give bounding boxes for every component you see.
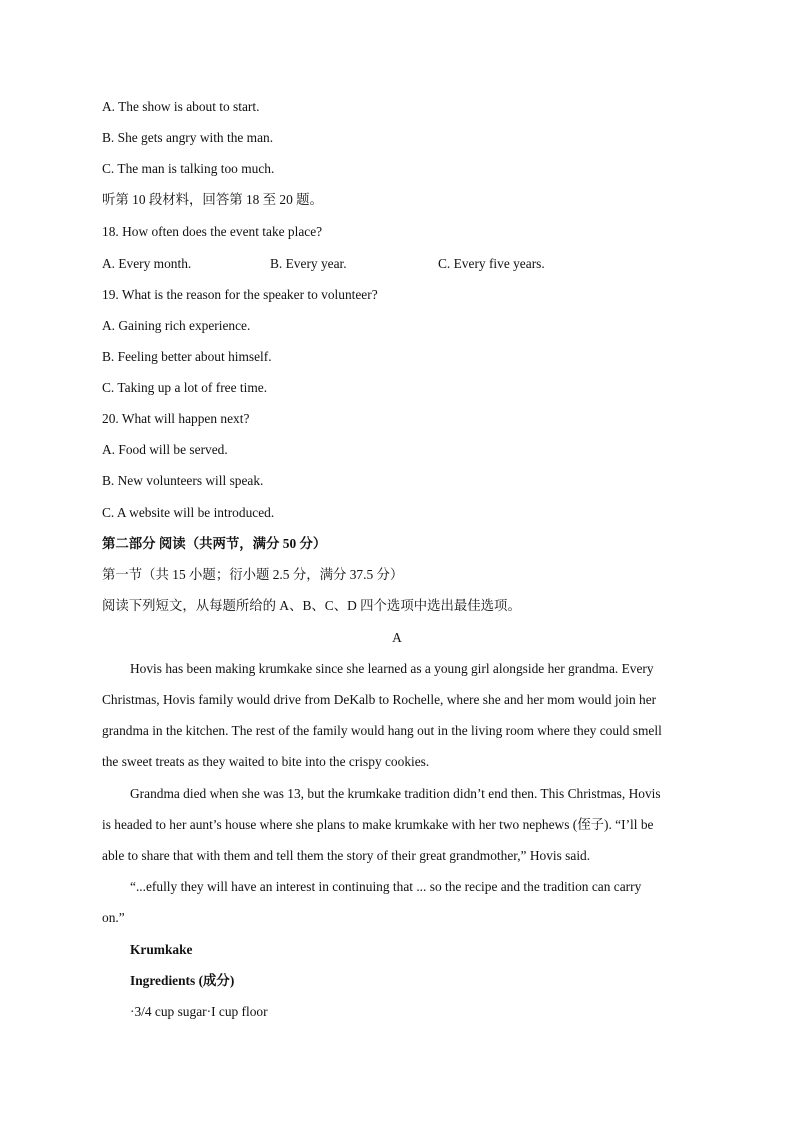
passage-line: on.” <box>102 910 125 925</box>
q19-option-b: B. Feeling better about himself. <box>102 349 272 364</box>
passage-line: Hovis has been making krumkake since she learned as a young girl alongside her grandma. Every <box>130 661 654 676</box>
passage-line: “...efully they will have an interest in continuing that ... so the recipe and the tradition can carry <box>130 879 642 894</box>
q19-question: 19. What is the reason for the speaker to volunteer? <box>102 287 378 302</box>
q18-option-c: C. Every five years. <box>438 256 545 271</box>
ingredients-line: ·3/4 cup sugar·I cup floor <box>130 1004 268 1019</box>
passage-line: Christmas, Hovis family would drive from DeKalb to Rochelle, where she and her mom would join her <box>102 692 657 707</box>
q18-question: 18. How often does the event take place? <box>102 224 323 239</box>
q18-option-b: B. Every year. <box>270 256 347 271</box>
passage-label: A <box>392 630 402 645</box>
passage-line: Grandma died when she was 13, but the krumkake tradition didn’t end then. This Christmas, Hovis <box>130 786 661 801</box>
ingredients-heading: Ingredients (成分) <box>130 973 235 988</box>
q20-option-b: B. New volunteers will speak. <box>102 473 264 488</box>
q17-option-c: C. The man is talking too much. <box>102 161 275 176</box>
part2-heading: 第二部分 阅读（共两节，满分 50 分） <box>102 536 327 551</box>
passage-line: grandma in the kitchen. The rest of the family would hang out in the living room where they could smell <box>102 723 662 738</box>
part2-section1: 第一节（共 15 小题；衍小题 2.5 分，满分 37.5 分） <box>102 567 404 582</box>
part2-instruction: 阅读下列短文，从每题所给的 A、B、C、D 四个选项中选出最佳选项。 <box>102 598 521 613</box>
section10-instruction: 听第 10 段材料，回答第 18 至 20 题。 <box>102 192 323 207</box>
q17-option-b: B. She gets angry with the man. <box>102 130 274 145</box>
q17-option-a: A. The show is about to start. <box>102 99 260 114</box>
recipe-title: Krumkake <box>130 942 193 957</box>
q20-question: 20. What will happen next? <box>102 411 250 426</box>
q19-option-a: A. Gaining rich experience. <box>102 318 251 333</box>
passage-line: able to share that with them and tell them the story of their great grandmother,” Hovis said. <box>102 848 591 863</box>
q19-option-c: C. Taking up a lot of free time. <box>102 380 268 395</box>
q20-option-c: C. A website will be introduced. <box>102 505 275 520</box>
q18-option-a: A. Every month. <box>102 256 192 271</box>
passage-line: is headed to her aunt’s house where she plans to make krumkake with her two nephews (侄子). “I’ll be <box>102 817 654 832</box>
q20-option-a: A. Food will be served. <box>102 442 228 457</box>
passage-line: the sweet treats as they waited to bite into the crispy cookies. <box>102 754 430 769</box>
